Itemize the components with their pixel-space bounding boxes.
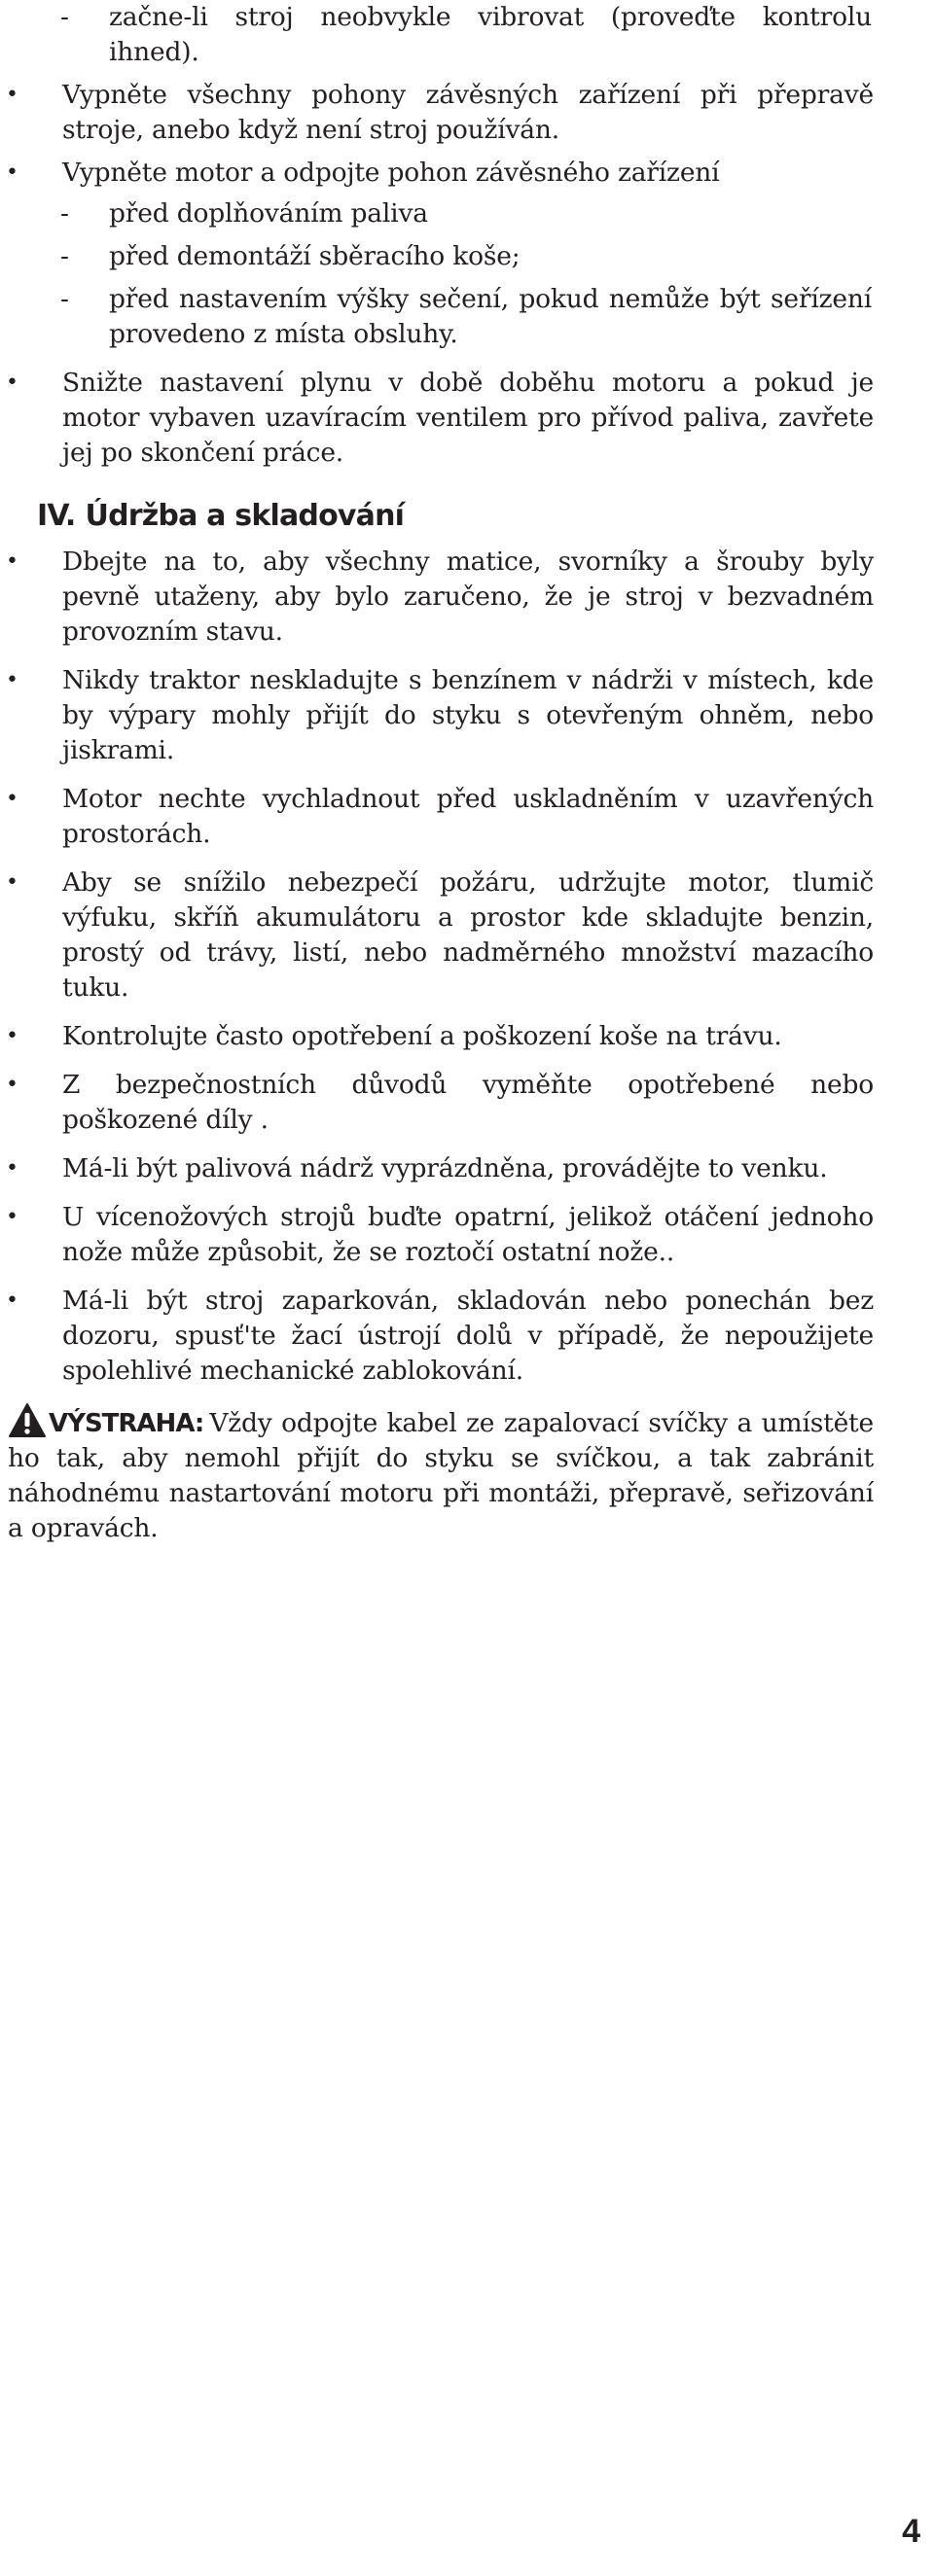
bullet-item-text: Motor nechte vychladnout před uskladněním v uzavřených prostorách. bbox=[62, 784, 874, 849]
bullet-marker: • bbox=[6, 668, 18, 692]
section-heading bbox=[37, 498, 885, 535]
bullet-marker: • bbox=[6, 1205, 18, 1229]
bullet-marker: • bbox=[6, 371, 18, 395]
bullet-item-throttle bbox=[0, 366, 885, 471]
bullet-item-text: Z bezpečnostních důvodů vyměňte opotřebené nebo poškozené díly . bbox=[62, 1070, 874, 1135]
warning-paragraph bbox=[0, 1402, 885, 1546]
warning-label: VÝSTRAHA: bbox=[49, 1409, 204, 1438]
bullet-marker: • bbox=[6, 787, 18, 811]
sub-item-cut-height bbox=[0, 282, 885, 352]
bullet-item-text: Dbejte na to, aby všechny matice, svorníky a šrouby byly pevně utaženy, aby bylo zaručeno, že je stroj v bezvadném provozním stavu. bbox=[62, 547, 874, 647]
page-number: 4 bbox=[902, 2513, 920, 2550]
dash-marker: - bbox=[60, 198, 69, 229]
sub-item-text: před doplňováním paliva bbox=[109, 198, 428, 229]
warning-triangle-icon bbox=[8, 1402, 47, 1439]
bullet-item-fasteners bbox=[0, 545, 885, 650]
bullet-item-text: Nikdy traktor neskladujte s benzínem v nádrži v místech, kde by výpary mohly přijít do styku s otevřeným ohněm, nebo jiskrami. bbox=[62, 665, 874, 765]
sub-item-remove-catcher bbox=[0, 239, 885, 274]
bullet-marker: • bbox=[6, 1156, 18, 1181]
dash-marker: - bbox=[60, 2, 69, 32]
bullet-item-text: Má-li být stroj zaparkován, skladován nebo ponechán bez dozoru, spusť'te žací ústrojí dolů v případě, že nepoužijete spolehlivé mechanické zablokování. bbox=[62, 1286, 874, 1386]
bullet-marker: • bbox=[6, 160, 18, 185]
bullet-item-text: Snižte nastavení plynu v době doběhu motoru a pokud je motor vybaven uzavíracím ventilem pro přívod paliva, zavřete jej po skončení práce. bbox=[62, 368, 874, 468]
bullet-marker: • bbox=[6, 1024, 18, 1048]
bullet-item-parking bbox=[0, 1284, 885, 1389]
sub-item-text: před nastavením výšky sečení, pokud nemůže být seřízení provedeno z místa obsluhy. bbox=[109, 284, 872, 349]
bullet-item-text: Vypněte všechny pohony závěsných zařízení při přepravě stroje, anebo když není stroj používán. bbox=[62, 80, 874, 145]
bullet-item-transport bbox=[0, 78, 885, 148]
bullet-marker: • bbox=[6, 1288, 18, 1313]
sub-item-vibration bbox=[0, 0, 885, 70]
bullet-item-text: Aby se snížilo nebezpečí požáru, udržujte motor, tlumič výfuku, skříň akumulátoru a prostor kde skladujte benzin, prostý od trávy, listí, nebo nadměrného množství mazacího tuku. bbox=[62, 867, 874, 1003]
bullet-item-multi-blade bbox=[0, 1200, 885, 1270]
bullet-item-fuel-storage bbox=[0, 663, 885, 768]
bullet-item-drain-tank bbox=[0, 1151, 885, 1186]
dash-marker: - bbox=[60, 284, 69, 314]
bullet-item-text: Má-li být palivová nádrž vyprázdněna, provádějte to venku. bbox=[62, 1153, 828, 1183]
bullet-item-text: U vícenožových strojů buďte opatrní, jelikož otáčení jednoho nože může způsobit, že se roztočí ostatní nože.. bbox=[62, 1202, 874, 1267]
bullet-item-grass-catcher bbox=[0, 1019, 885, 1054]
warning-text: Vždy odpojte kabel ze zapalovací svíčky a umístěte ho tak, aby nemohl přijít do styku se svíčkou, a tak zabránit náhodnému nastartování motoru při montáži, přepravě, seřizování a opravách. bbox=[8, 1408, 874, 1543]
bullet-item-cool-engine bbox=[0, 782, 885, 852]
bullet-marker: • bbox=[6, 870, 18, 895]
dash-marker: - bbox=[60, 241, 69, 271]
bullet-item-replace-parts bbox=[0, 1068, 885, 1138]
bullet-marker: • bbox=[6, 549, 18, 574]
sub-item-refuel bbox=[0, 196, 885, 231]
bullet-marker: • bbox=[6, 1073, 18, 1097]
bullet-item-stop-engine bbox=[0, 156, 885, 191]
engine-sub-list bbox=[0, 196, 885, 352]
sub-item-text: začne-li stroj neobvykle vibrovat (proveďte kontrolu ihned). bbox=[109, 2, 872, 67]
section-number: IV. bbox=[37, 499, 76, 533]
bullet-marker: • bbox=[6, 83, 18, 107]
bullet-item-text: Vypněte motor a odpojte pohon závěsného zařízení bbox=[62, 158, 720, 188]
bullet-item-fire-hazard bbox=[0, 865, 885, 1006]
section-title: Údržba a skladování bbox=[85, 499, 405, 533]
bullet-item-text: Kontrolujte často opotřebení a poškození koše na trávu. bbox=[62, 1021, 782, 1051]
sub-item-text: před demontáží sběracího koše; bbox=[109, 241, 521, 271]
